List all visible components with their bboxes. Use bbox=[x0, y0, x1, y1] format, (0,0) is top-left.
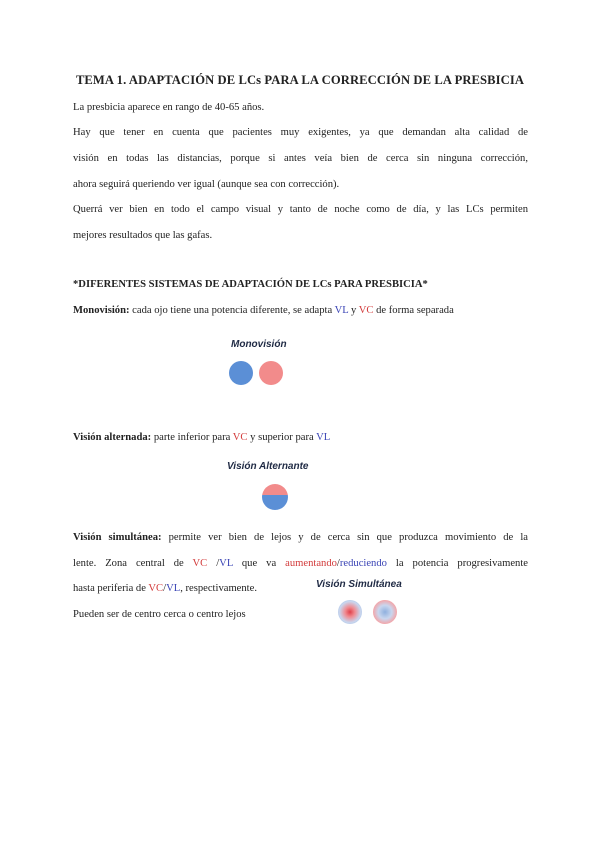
alternada-figure-label: Visión Alternante bbox=[227, 461, 309, 472]
monovision-figure-label: Monovisión bbox=[231, 339, 287, 350]
simultanea-line3-a: hasta periferia de bbox=[73, 583, 149, 594]
simultanea-aumentando: aumentando bbox=[285, 558, 337, 569]
simultanea-line3-b: , respectivamente. bbox=[180, 583, 257, 594]
simultanea-figure-label: Visión Simultánea bbox=[316, 579, 402, 590]
simultanea-line2-d: la potencia progresivamente bbox=[386, 558, 528, 569]
monovision-text-b: y bbox=[348, 305, 359, 316]
alternada-text-b: y superior para bbox=[247, 432, 317, 443]
simultaneous-lens-center-near bbox=[338, 600, 362, 624]
intro-paragraph-3-line-1: Querrá ver bien en todo el campo visual y tanto de noche como de día, y las LCs permiten bbox=[73, 204, 528, 215]
alternada-text-a: parte inferior para bbox=[151, 432, 233, 443]
simultanea-vl1: VL bbox=[219, 558, 233, 569]
alternada-vl: VL bbox=[316, 432, 331, 443]
monovision-text-c: de forma separada bbox=[373, 305, 454, 316]
alternada-label: Visión alternada: bbox=[73, 432, 152, 443]
monovision-text-a: cada ojo tiene una potencia diferente, se adapta bbox=[129, 305, 335, 316]
intro-paragraph-3-line-2: mejores resultados que las gafas. bbox=[73, 230, 213, 241]
simultanea-line-1 bbox=[73, 531, 528, 544]
simultanea-line2-b: / bbox=[207, 558, 220, 569]
simultanea-line-3 bbox=[73, 582, 333, 595]
monovision-lens-blue bbox=[229, 361, 253, 385]
simultanea-slash2: / bbox=[163, 583, 167, 594]
simultanea-vl2: VL bbox=[166, 583, 181, 594]
monovision-label: Monovisión: bbox=[73, 305, 130, 316]
simultanea-slash: / bbox=[336, 558, 340, 569]
page-title: TEMA 1. ADAPTACIÓN DE LCs PARA LA CORRECCIÓN DE LA PRESBICIA bbox=[75, 73, 525, 87]
intro-paragraph-1: La presbicia aparece en rango de 40-65 años. bbox=[73, 102, 265, 113]
simultanea-reduciendo: reduciendo bbox=[339, 558, 387, 569]
intro-paragraph-2-line-3: ahora seguirá queriendo ver igual (aunque sea con corrección). bbox=[73, 179, 340, 190]
intro-paragraph-2-line-1: Hay que tener en cuenta que pacientes muy exigentes, ya que demandan alta calidad de bbox=[73, 127, 528, 138]
alternada-vc: VC bbox=[232, 432, 248, 443]
simultanea-vc2: VC bbox=[148, 583, 164, 594]
simultanea-line1-rest: permite ver bien de lejos y de cerca sin que produzca movimiento de la bbox=[161, 532, 528, 543]
alternada-paragraph bbox=[73, 431, 528, 444]
simultanea-line-4: Pueden ser de centro cerca o centro lejos bbox=[73, 609, 246, 620]
simultanea-line2-c: que va bbox=[232, 558, 286, 569]
monovision-vc: VC bbox=[358, 305, 374, 316]
monovision-paragraph bbox=[73, 304, 528, 317]
simultaneous-lens-center-far bbox=[373, 600, 397, 624]
simultanea-line-2 bbox=[73, 557, 528, 570]
simultanea-vc1: VC bbox=[192, 558, 208, 569]
section-heading: *DIFERENTES SISTEMAS DE ADAPTACIÓN DE LCs PARA PRESBICIA* bbox=[73, 279, 428, 290]
monovision-lens-red bbox=[259, 361, 283, 385]
intro-paragraph-2-line-2: visión en todas las distancias, porque si antes veía bien de cerca sin ninguna corrección, bbox=[73, 153, 528, 164]
alternating-lens bbox=[262, 484, 288, 510]
simultanea-line2-a: lente. Zona central de bbox=[73, 558, 193, 569]
simultanea-label: Visión simultánea: bbox=[73, 532, 162, 543]
monovision-vl: VL bbox=[334, 305, 349, 316]
